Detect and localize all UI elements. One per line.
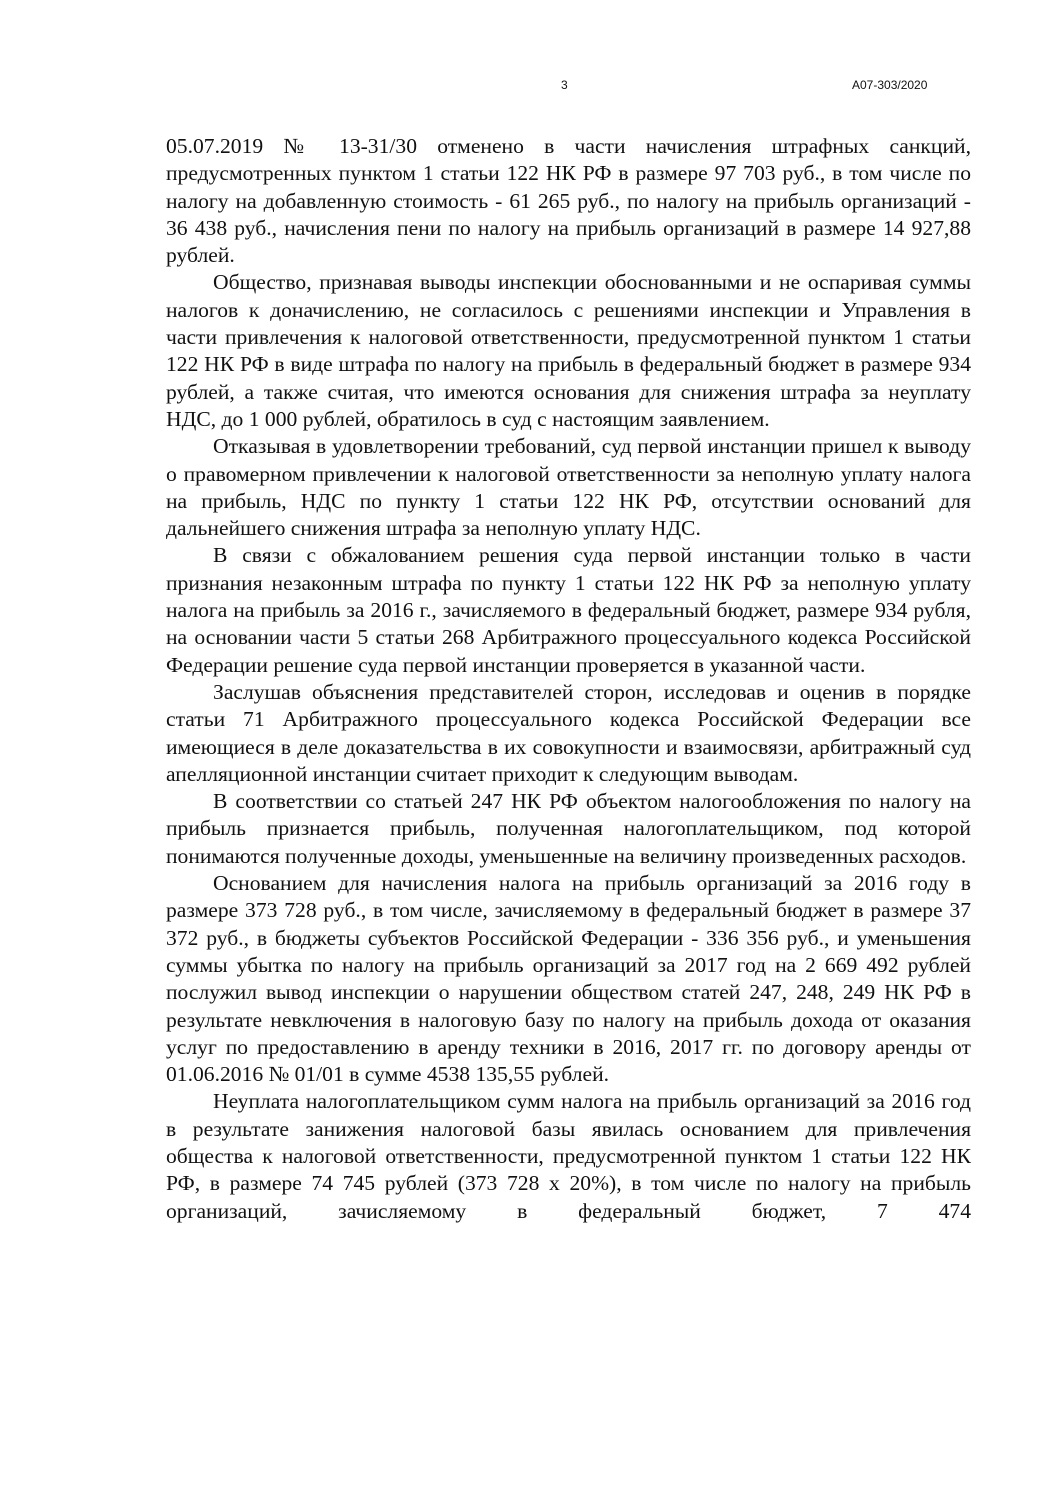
paragraph: Основанием для начисления налога на прибыль организаций за 2016 году в размере 373 728 руб., в том числе, зачисляемому в федеральный бюджет в размере 37 372 руб., в бюджеты субъектов Российской Федерации - 336 356 руб., и уменьшения суммы убытка по налогу на прибыль организаций за 2017 год на 2 669 492 рублей послужил вывод инспекции о нарушении обществом статей 247, 248, 249 НК РФ в результате невключения в налоговую базу по налогу на прибыль дохода от оказания услуг по предоставлению в аренду техники в 2016, 2017 гг. по договору аренды от 01.06.2016 № 01/01 в сумме 4538 135,55 рублей.	[166, 871, 971, 1087]
page-number: 3	[561, 78, 568, 92]
case-number: А07-303/2020	[852, 78, 928, 92]
paragraph: В соответствии со статьей 247 НК РФ объектом налогообложения по налогу на прибыль признается прибыль, полученная налогоплательщиком, под которой понимаются полученные доходы, уменьшенные на величину произведенных расходов.	[166, 789, 971, 868]
paragraph: Неуплата налогоплательщиком сумм налога на прибыль организаций за 2016 год в результате занижения налоговой базы явилась основанием для привлечения общества к налоговой ответственности, предусмотренной пунктом 1 статьи 122 НК РФ, в размере 74 745 рублей (373 728 х 20%), в том числе по налогу на прибыль организаций, зачисляемому в федеральный бюджет, 7 474	[166, 1089, 971, 1223]
paragraph-continuation: 05.07.2019 № 13-31/30 отменено в части начисления штрафных санкций, предусмотренных пунктом 1 статьи 122 НК РФ в размере 97 703 руб., в том числе по налогу на добавленную стоимость - 61 265 руб., по налогу на прибыль организаций - 36 438 руб., начисления пени по налогу на прибыль организаций в размере 14 927,88 рублей.	[166, 134, 971, 268]
document-body	[166, 133, 971, 1225]
paragraph: Отказывая в удовлетворении требований, суд первой инстанции пришел к выводу о правомерном привлечении к налоговой ответственности за неполную уплату налога на прибыль, НДС по пункту 1 статьи 122 НК РФ, отсутствии оснований для дальнейшего снижения штрафа за неполную уплату НДС.	[166, 434, 971, 541]
paragraph: Общество, признавая выводы инспекции обоснованными и не оспаривая суммы налогов к доначислению, не согласилось с решениями инспекции и Управления в части привлечения к налоговой ответственности, предусмотренной пунктом 1 статьи 122 НК РФ в виде штрафа по налогу на прибыль в федеральный бюджет в размере 934 рублей, а также считая, что имеются основания для снижения штрафа за неуплату НДС, до 1 000 рублей, обратилось в суд с настоящим заявлением.	[166, 270, 971, 431]
paragraph: В связи с обжалованием решения суда первой инстанции только в части признания незаконным штрафа по пункту 1 статьи 122 НК РФ за неполную уплату налога на прибыль за 2016 г., зачисляемого в федеральный бюджет, размере 934 рубля, на основании части 5 статьи 268 Арбитражного процессуального кодекса Российской Федерации решение суда первой инстанции проверяется в указанной части.	[166, 543, 971, 677]
paragraph: Заслушав объяснения представителей сторон, исследовав и оценив в порядке статьи 71 Арбитражного процессуального кодекса Российской Федерации все имеющиеся в деле доказательства в их совокупности и взаимосвязи, арбитражный суд апелляционной инстанции считает приходит к следующим выводам.	[166, 679, 971, 786]
